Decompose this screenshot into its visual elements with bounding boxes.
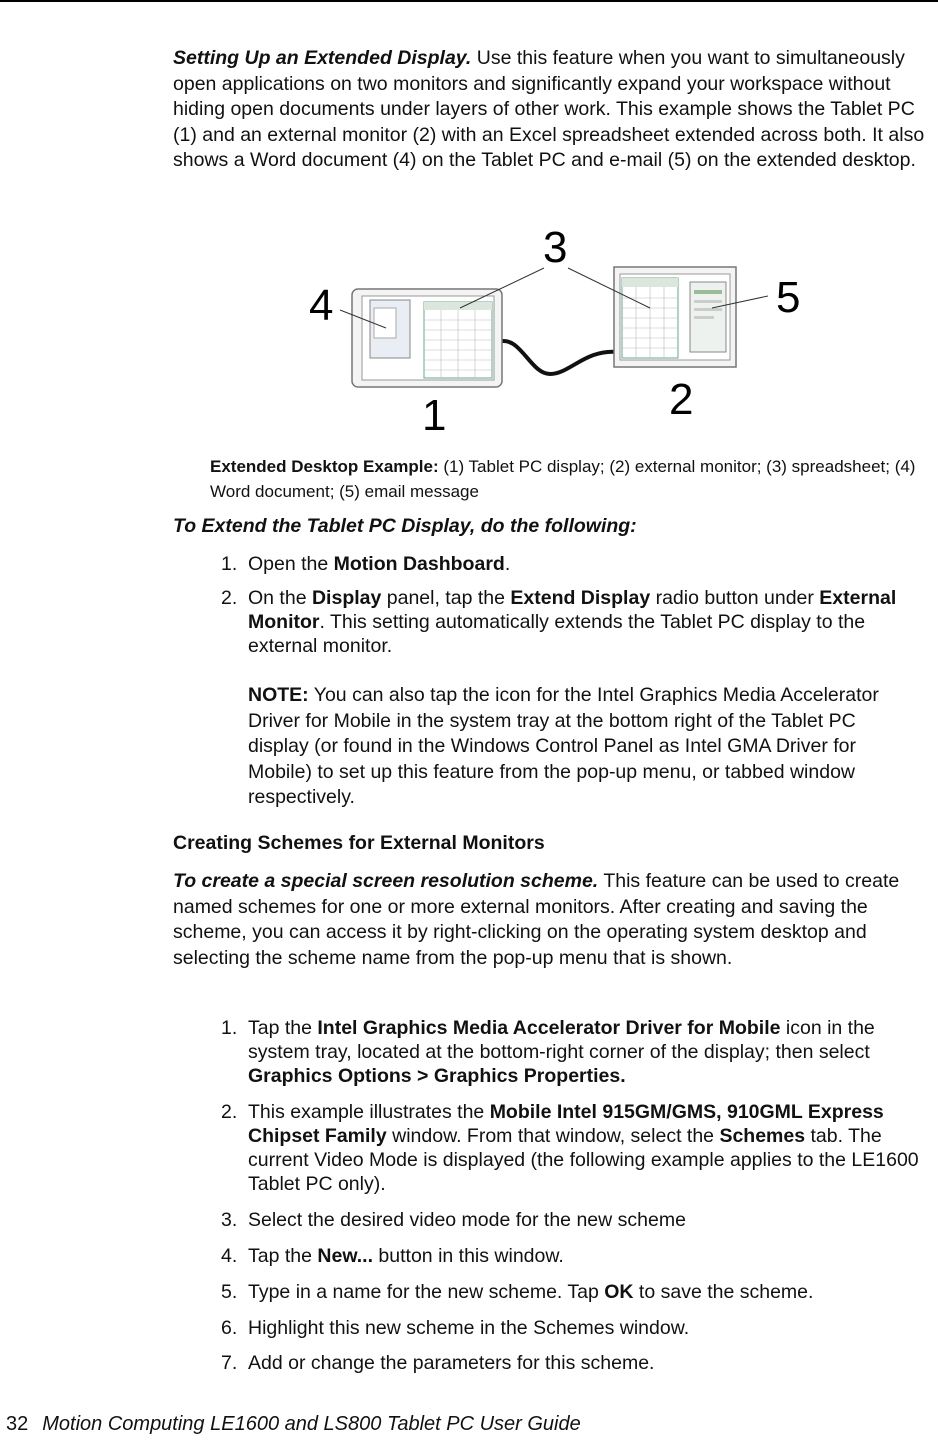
callout-3: 3 <box>543 224 568 272</box>
step-number: 6. <box>221 1317 238 1339</box>
step-bold: Schemes <box>719 1125 806 1147</box>
step-number: 1. <box>221 553 238 575</box>
step-text: Highlight this new scheme in the Schemes window. <box>248 1317 690 1339</box>
note-text: You can also tap the icon for the Intel Graphics Media Accelerator Driver for Mobile in the system tray at the bottom right of the Tablet PC display (or found in the Windows Control Panel as Intel GMA Driver for Mobile) to set up this feature from the pop-up menu, or tabbed window respectively. <box>248 684 879 808</box>
callout-2: 2 <box>669 375 694 424</box>
page-footer <box>6 1413 581 1436</box>
scheme-step-4 <box>221 1244 933 1268</box>
note-block <box>248 683 888 811</box>
extend-heading: To Extend the Tablet PC Display, do the following: <box>173 515 637 537</box>
step-bold: OK <box>604 1281 634 1303</box>
intro-title: Setting Up an Extended Display. <box>173 47 472 69</box>
scheme-step-6 <box>221 1316 933 1340</box>
step-text: Select the desired video mode for the new scheme <box>248 1209 686 1231</box>
step-text: . This setting automatically extends the Tablet PC display to the external monitor. <box>248 611 866 657</box>
callout-5: 5 <box>776 273 801 322</box>
scheme-step-2 <box>221 1100 933 1196</box>
step-bold: Graphics Options > Graphics Properties. <box>248 1065 626 1087</box>
step-bold: New... <box>317 1245 374 1267</box>
extended-desktop-figure <box>300 224 806 432</box>
scheme-step-5 <box>221 1280 933 1304</box>
figure-caption <box>210 454 930 504</box>
caption-text: (1) Tablet PC display; (2) external monitor; (3) spreadsheet; (4) Word document; (5) email message <box>210 457 916 501</box>
step-text: tab. The current Video Mode is displayed (the following example applies to the LE1600 Tablet PC only). <box>248 1125 919 1195</box>
step-text: Tap the <box>248 1245 318 1267</box>
step-text: Open the <box>248 553 334 575</box>
step-text: icon in the system tray, located at the bottom-right corner of the display; then select <box>248 1017 875 1063</box>
step-bold: Mobile Intel 915GM/GMS, 910GML Express Chipset Family <box>248 1101 884 1147</box>
external-monitor <box>614 267 736 367</box>
schemes-paragraph <box>173 869 935 971</box>
step-text: Tap the <box>248 1017 318 1039</box>
callout-4: 4 <box>309 281 334 330</box>
extend-step-2 <box>221 586 933 658</box>
step-bold: Motion Dashboard <box>333 553 505 575</box>
step-text: window. From that window, select the <box>386 1125 720 1147</box>
step-bold: Display <box>311 587 382 609</box>
scheme-step-7 <box>221 1351 933 1375</box>
step-text: to save the scheme. <box>633 1281 814 1303</box>
step-text: On the <box>248 587 312 609</box>
step-number: 5. <box>221 1281 238 1303</box>
step-number: 1. <box>221 1017 238 1039</box>
step-bold: Extend Display <box>510 587 651 609</box>
step-number: 7. <box>221 1352 238 1374</box>
caption-title: Extended Desktop Example: <box>210 457 439 476</box>
footer-title: Motion Computing LE1600 and LS800 Tablet PC User Guide <box>42 1413 581 1435</box>
tablet-pc <box>352 289 502 387</box>
step-text: panel, tap the <box>381 587 511 609</box>
step-number: 4. <box>221 1245 238 1267</box>
step-text: . <box>504 553 511 575</box>
schemes-subhead: To create a special screen resolution scheme. <box>173 870 599 892</box>
schemes-body: This feature can be used to create named schemes for one or more external monitors. After creating and saving the scheme, you can access it by right-clicking on the operating system desktop and selecting the scheme name from the pop-up menu that is shown. <box>173 870 900 969</box>
step-text: radio button under <box>650 587 820 609</box>
extend-step-1 <box>221 552 933 576</box>
step-number: 3. <box>221 1209 238 1231</box>
step-number: 2. <box>221 587 238 609</box>
step-text: button in this window. <box>373 1245 564 1267</box>
step-text: Add or change the parameters for this scheme. <box>248 1352 655 1374</box>
callout-1: 1 <box>422 391 447 432</box>
step-text: This example illustrates the <box>248 1101 490 1123</box>
scheme-step-1 <box>221 1016 933 1088</box>
note-label: NOTE: <box>248 684 309 706</box>
monitor-cable <box>498 341 618 374</box>
step-bold: Intel Graphics Media Accelerator Driver for Mobile <box>317 1017 781 1039</box>
top-rule <box>0 0 938 2</box>
intro-paragraph <box>173 46 935 174</box>
intro-body: Use this feature when you want to simultaneously open applications on two monitors and significantly expand your workspace without hiding open documents under layers of other work. This example shows the Tablet PC (1) and an external monitor (2) with an Excel spreadsheet extended across both. It also shows a Word document (4) on the Tablet PC and e-mail (5) on the extended desktop. <box>173 47 925 171</box>
step-number: 2. <box>221 1101 238 1123</box>
page-number: 32 <box>6 1413 29 1435</box>
scheme-step-3 <box>221 1208 933 1232</box>
step-bold: External Monitor <box>248 587 897 633</box>
step-text: Type in a name for the new scheme. Tap <box>248 1281 605 1303</box>
schemes-heading: Creating Schemes for External Monitors <box>173 832 545 854</box>
